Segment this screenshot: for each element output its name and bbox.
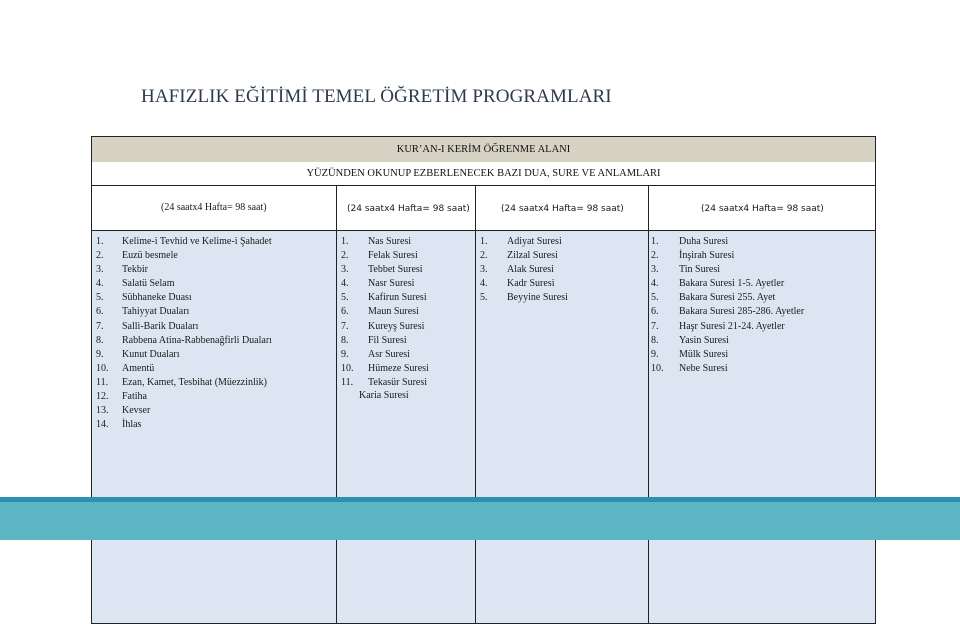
table-header-main: KUR’AN-I KERİM ÖĞRENME ALANI xyxy=(91,136,876,163)
list-item: 6. Maun Suresi xyxy=(341,306,419,318)
list-item: 1. Kelime-i Tevhid ve Kelime-i Şahadet xyxy=(96,236,272,247)
list-item: 1. Duha Suresi xyxy=(651,236,729,247)
list-item: 11. Ezan, Kamet, Tesbihat (Müezzinlik) xyxy=(96,376,267,388)
list-item: 12. Fatiha xyxy=(96,391,147,403)
column-body-4 xyxy=(649,231,875,623)
list-item: 3. Alak Suresi xyxy=(480,264,554,276)
column-body-2 xyxy=(337,231,476,623)
list-item: 6. Bakara Suresi 285-286. Ayetler xyxy=(651,306,805,318)
list-column-3 xyxy=(480,235,646,305)
list-item: 4. Salatü Selam xyxy=(96,278,175,290)
list-item: 10. Nebe Suresi xyxy=(651,362,728,374)
list-item: 10. Hümeze Suresi xyxy=(341,362,429,374)
list-item: 7. Salli-Barik Duaları xyxy=(96,320,199,332)
list-item: 3. Tekbir xyxy=(96,264,148,276)
list-item: 9. Kunut Duaları xyxy=(96,348,180,360)
list-item: 5. Kafirun Suresi xyxy=(341,292,427,304)
list-column-2 xyxy=(341,235,473,390)
list-item: 5. Beyyine Suresi xyxy=(480,292,568,304)
list-item: 1. Nas Suresi xyxy=(341,236,412,247)
list-item: 2. Felak Suresi xyxy=(341,250,418,262)
column-heading-2-text: (24 saatx4 Hafta= 98 saat) xyxy=(347,204,470,214)
column-heading-4 xyxy=(649,186,875,230)
column-heading-1-text: (24 saatx4 Hafta= 98 saat) xyxy=(161,202,267,213)
list-item: 4. Bakara Suresi 1-5. Ayetler xyxy=(651,278,785,290)
list-item: 3. Tebbet Suresi xyxy=(341,264,423,276)
footer-bar xyxy=(0,502,960,540)
column-heading-1 xyxy=(91,186,337,230)
list-item: 7. Haşr Suresi 21-24. Ayetler xyxy=(651,320,785,332)
column-body-3 xyxy=(476,231,649,623)
list-item: 8. Rabbena Atina-Rabbenağfirli Duaları xyxy=(96,334,272,346)
table-header-sub: YÜZÜNDEN OKUNUP EZBERLENECEK BAZI DUA, SURE VE ANLAMLARI xyxy=(91,162,876,186)
list-item: 8. Yasin Suresi xyxy=(651,334,729,346)
page-title: HAFIZLIK EĞİTİMİ TEMEL ÖĞRETİM PROGRAMLARI xyxy=(141,86,612,107)
list-extra-item: Karia Suresi xyxy=(359,390,409,401)
list-column-1 xyxy=(96,235,334,432)
list-item: 5. Bakara Suresi 255. Ayet xyxy=(651,292,776,304)
column-heading-3-text: (24 saatx4 Hafta= 98 saat) xyxy=(501,204,624,214)
list-item: 3. Tin Suresi xyxy=(651,264,721,276)
column-heading-3 xyxy=(476,186,649,230)
list-item: 10. Amentü xyxy=(96,362,155,374)
column-body-1 xyxy=(91,231,337,623)
column-heading-2 xyxy=(337,186,476,230)
list-item: 2. İnşirah Suresi xyxy=(651,250,735,262)
list-item: 4. Nasr Suresi xyxy=(341,278,415,290)
list-item: 2. Zilzal Suresi xyxy=(480,250,558,262)
list-item: 8. Fil Suresi xyxy=(341,334,407,346)
column-heading-4-text: (24 saatx4 Hafta= 98 saat) xyxy=(701,204,824,214)
list-item: 4. Kadr Suresi xyxy=(480,278,555,290)
table-divider xyxy=(91,230,876,231)
list-item: 2. Euzü besmele xyxy=(96,250,178,262)
list-item: 13. Kevser xyxy=(96,405,151,417)
list-item: 11. Tekasür Suresi xyxy=(341,376,428,388)
list-item: 9. Mülk Suresi xyxy=(651,348,729,360)
list-column-4 xyxy=(651,235,873,376)
list-item: 9. Asr Suresi xyxy=(341,348,410,360)
list-item: 5. Sübhaneke Duası xyxy=(96,292,192,304)
list-item: 6. Tahiyyat Duaları xyxy=(96,306,190,318)
list-item: 14. İhlas xyxy=(96,419,142,431)
list-item: 7. Kureyş Suresi xyxy=(341,320,425,332)
list-item: 1. Adiyat Suresi xyxy=(480,236,562,247)
